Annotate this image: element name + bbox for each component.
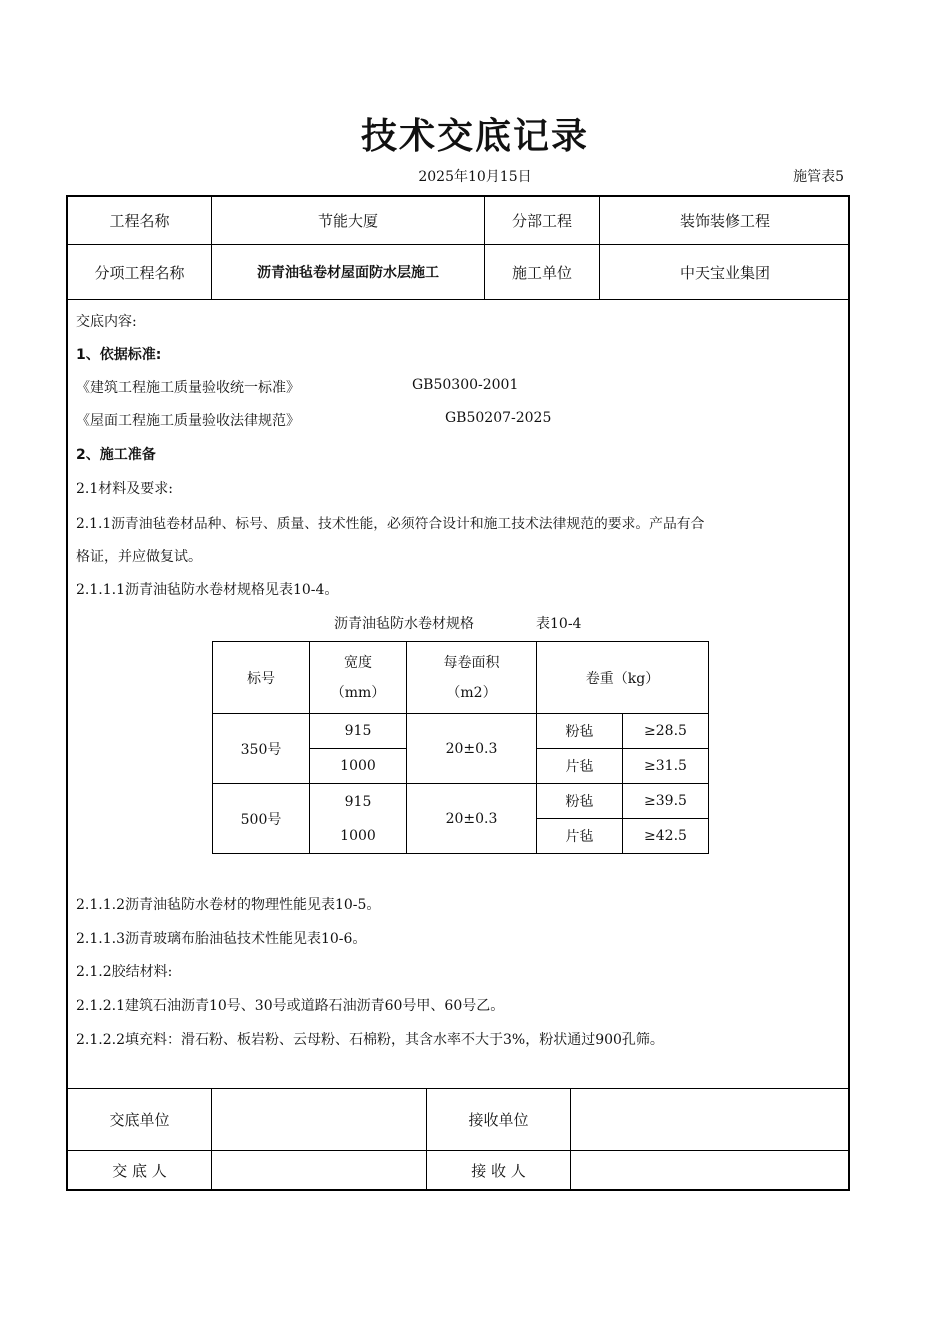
issuer-unit-label: 交底单位 [109,1111,170,1129]
row1-type-1: 粉毡 [537,714,623,749]
para-2-1-1b: 格证，并应做复试。 [76,549,202,565]
row1-type-2: 片毡 [537,749,623,784]
section-1-title: 1、依据标准: [76,347,162,363]
content-intro: 交底内容: [76,314,137,330]
record-date: 2025年10月15日 [418,169,532,185]
para-2-1-1-1: 2.1.1.1沥青油毡防水卷材规格见表10-4。 [76,582,339,598]
row1-width-1: 915 [310,714,407,749]
issuer-label: 交 底 人 [112,1161,167,1180]
receiver-field[interactable] [571,1151,850,1189]
standard-2-name: 《屋面工程施工质量验收法律规范》 [76,413,300,429]
header-area [407,642,537,714]
row2-width-2: 1000 [340,827,376,844]
project-name-value: 节能大厦 [317,212,378,230]
row2-widths [310,784,407,854]
para-2-1-1-2: 2.1.1.2沥青油毡防水卷材的物理性能见表10-5。 [76,897,381,913]
spec-table [212,641,709,854]
receiver-unit-label: 接收单位 [468,1111,529,1129]
page-title: 技术交底记录 [360,116,589,157]
standard-1-name: 《建筑工程施工质量验收统一标准》 [76,380,300,396]
contractor-value: 中天宝业集团 [679,263,770,282]
receiver-unit-field[interactable] [571,1089,850,1150]
para-2-1-1-3: 2.1.1.3沥青玻璃布胎油毡技术性能见表10-6。 [76,931,367,947]
table-caption: 沥青油毡防水卷材规格 [334,616,474,632]
row2-area: 20±0.3 [407,784,537,854]
header-area-unit: （m2） [446,684,497,701]
issuer-field[interactable] [212,1151,426,1189]
para-2-1: 2.1材料及要求: [76,481,173,497]
receiver-label: 接 收 人 [471,1161,526,1180]
section-2-title: 2、施工准备 [76,447,156,463]
row2-type-1: 粉毡 [537,784,623,819]
header-weight: 卷重（kg） [537,642,709,714]
divider [68,299,848,300]
row1-weight-1: ≥28.5 [623,714,709,749]
header-width-label: 宽度 [344,654,372,671]
subitem-value: 沥青油毡卷材屋面防水层施工 [257,265,439,281]
row2-weight-1: ≥39.5 [623,784,709,819]
para-2-1-1a: 2.1.1沥青油毡卷材品种、标号、质量、技术性能，必须符合设计和施工技术法律规范的要求。产品有合 [76,516,705,532]
para-2-1-2: 2.1.2胶结材料: [76,964,173,980]
header-width [310,642,407,714]
project-name-label: 工程名称 [109,212,170,230]
subitem-label: 分项工程名称 [94,263,185,282]
table-number: 表10-4 [536,616,582,632]
para-2-1-2-1: 2.1.2.1建筑石油沥青10号、30号或道路石油沥青60号甲、60号乙。 [76,998,505,1014]
row1-area: 20±0.3 [407,714,537,784]
division-value: 装饰装修工程 [679,212,770,230]
row2-weight-2: ≥42.5 [623,819,709,854]
row1-width-2: 1000 [310,749,407,784]
row2-grade: 500号 [213,784,310,854]
issuer-unit-field[interactable] [212,1089,426,1150]
row1-weight-2: ≥31.5 [623,749,709,784]
header-width-unit: （mm） [330,684,386,701]
header-area-label: 每卷面积 [443,654,500,671]
row2-type-2: 片毡 [537,819,623,854]
contractor-label: 施工单位 [511,263,572,282]
row2-width-1: 915 [344,793,372,810]
division-label: 分部工程 [511,212,572,230]
standard-1-code: GB50300-2001 [412,377,519,393]
row1-grade: 350号 [213,714,310,784]
header-grade: 标号 [213,642,310,714]
record-form [66,195,850,1191]
form-number: 施管表5 [793,169,844,185]
para-2-1-2-2: 2.1.2.2填充料：滑石粉、板岩粉、云母粉、石棉粉，其含水率不大于3%，粉状通过900孔筛。 [76,1032,664,1048]
standard-2-code: GB50207-2025 [445,410,552,426]
